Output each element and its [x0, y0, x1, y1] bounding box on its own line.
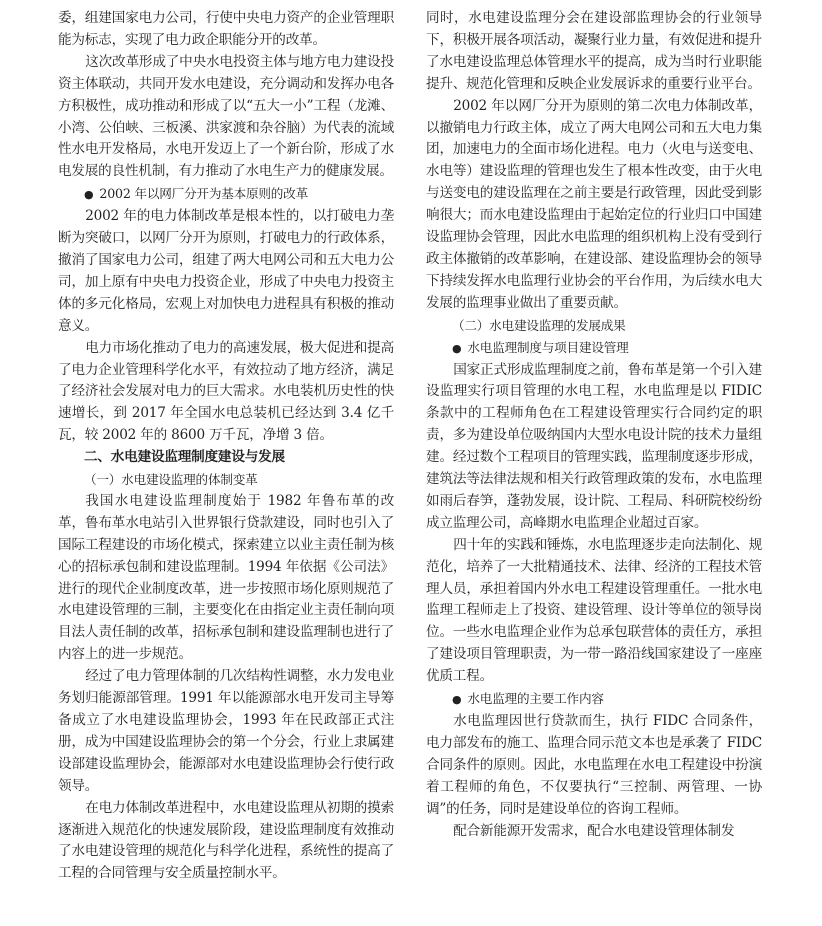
- bullet-heading: [426, 688, 762, 711]
- bullet-heading: [426, 337, 762, 360]
- paragraph: 这次改革形成了中央水电投资主体与地方电力建设投资主体联动，共同开发水电建设，充分调动和发挥办电各方积极性，成功推动和形成了以“五大一小”工程（龙滩、小湾、公伯峡、三板溪、洪家渡和杂谷脑）为代表的流域性水电开发格局，水电开发迈上了一个新台阶，形成了水电发展的良性机制，有力推动了水电生产力的健康发展。: [58, 53, 394, 180]
- bullet-heading: [58, 183, 394, 206]
- paragraph: 国家正式形成监理制度之前，鲁布革是第一个引入建设监理实行项目管理的水电工程，水电监理是以 FIDIC 条款中的工程师角色在工程建设管理实行合同约定的职责，多为建设单位吸纳国内大型水电设计院的技术力量组建。经过数个工程项目的管理实践，监理制度逐步形成，建筑法等法律法规和相关行政管理政策的发布，水电监理如雨后春笋，蓬勃发展，设计院、工程局、科研院校纷纷成立监理公司，高峰期水电监理企业超过百家。: [426, 361, 762, 531]
- paragraph: 委，组建国家电力公司，行使中央电力资产的企业管理职能为标志，实现了电力政企职能分开的改革。: [58, 10, 394, 48]
- bullet-dot-icon: ●: [452, 693, 462, 707]
- right-column: [426, 8, 762, 926]
- paragraph: 我国水电建设监理制度始于 1982 年鲁布革的改革，鲁布革水电站引入世界银行贷款建设，同时也引入了国际工程建设的市场化模式，探索建立以业主责任制为核心的招标承包制和建设监理制。1994 年依据《公司法》进行的现代企业制度改革，进一步按照市场化原则规范了水电建设管理的三制，主要变化在由指定业主责任制向项目法人责任制的改革，招标承包制和建设监理制也进行了内容上的进一步规范。: [58, 492, 394, 663]
- paragraph: 同时，水电建设监理分会在建设部监理协会的行业领导下，积极开展各项活动，凝聚行业力量，有效促进和提升了水电建设监理总体管理水平的提高，成为当时行业职能提升、规范化管理和反映企业发展诉求的重要行业平台。: [426, 10, 762, 92]
- paragraph: 四十年的实践和锤炼，水电监理逐步走向法制化、规范化，培养了一大批精通技术、法律、经济的工程技术管理人员，承担着国内外水电工程建设管理重任。一批水电监理工程师走上了投资、建设管理、设计等单位的领导岗位。一些水电监理企业作为总承包联营体的责任方，承担了建设项目管理职责，为一带一路沿线国家建设了一座座优质工程。: [426, 536, 762, 685]
- paragraph: 在电力体制改革进程中，水电建设监理从初期的摸索逐渐进入规范化的快速发展阶段，建设监理制度有效推动了水电建设管理的规范化与科学化进程，系统性的提高了工程的合同管理与安全质量控制水平。: [58, 799, 394, 882]
- bullet-heading-text: 2002 年以网厂分开为基本原则的改革: [99, 186, 308, 202]
- paragraph: 经过了电力管理体制的几次结构性调整，水力发电业务划归能源部管理。1991 年以能源部水电开发司主导筹备成立了水电建设监理协会，1993 年在民政部正式注册，成为中国建设监理协会的第一个分会，行业上隶属建设部建设监理协会，能源部对水电建设监理协会行使行政领导。: [58, 668, 394, 794]
- paragraph: 水电监理因世行贷款而生，执行 FIDC 合同条件，电力部发布的施工、监理合同示范文本也是承袭了 FIDC 合同条件的原则。因此，水电监理在水电工程建设中扮演着工程师的角色，不仅要执行“三控制、两管理、一协调”的任务，同时是建设单位的咨询工程师。: [426, 713, 762, 817]
- paragraph: 2002 年的电力体制改革是根本性的，以打破电力垄断为突破口，以网厂分开为原则，打破电力的行政体系，撤消了国家电力公司，组建了两大电网公司和五大电力公司，加上原有中央电力投资企业，形成了中央电力投资主体的多元化格局，宏观上对加快电力进程具有积极的推动意义。: [58, 208, 394, 334]
- bullet-heading-text: 水电监理制度与项目建设管理: [467, 339, 629, 355]
- paragraph: 2002 年以网厂分开为原则的第二次电力体制改革，以撤销电力行政主体，成立了两大电网公司和五大电力集团，加速电力的全面市场化进程。电力（火电与送变电、水电等）建设监理的管理也发生了根本性改变，由于火电与送变电的建设监理在之前主要是行政管理，因此受到影响很大；而水电建设监理由于起始定位的行业归口中国建设监理协会管理，因此水电监理的组织机构上没有受到行政主体撤销的改革影响，在建设部、建设监理协会的领导下持续发挥水电监理行业协会的平台作用，为后续水电大发展的监理事业做出了重要贡献。: [426, 97, 762, 311]
- paragraph: 配合新能源开发需求，配合水电建设管理体制发: [453, 822, 735, 839]
- section-heading: 二、水电建设监理制度建设与发展: [84, 449, 285, 466]
- left-column: [58, 8, 394, 926]
- bullet-dot-icon: ●: [452, 341, 462, 355]
- paragraph: 电力市场化推动了电力的高速发展，极大促进和提高了电力企业管理科学化水平，有效拉动了地方经济，满足了经济社会发展对电力的巨大需求。水电装机历史性的快速增长，到 2017 年全国水电总装机已经达到 3.4 亿千瓦，较 2002 年的 8600 万千瓦，净增 3 倍。: [58, 339, 394, 444]
- bullet-heading-text: 水电监理的主要工作内容: [467, 691, 604, 707]
- subsection-heading: （一）水电建设监理的体制变革: [84, 472, 258, 488]
- bullet-dot-icon: ●: [84, 188, 94, 202]
- subsection-heading: （二）水电建设监理的发展成果: [452, 317, 626, 333]
